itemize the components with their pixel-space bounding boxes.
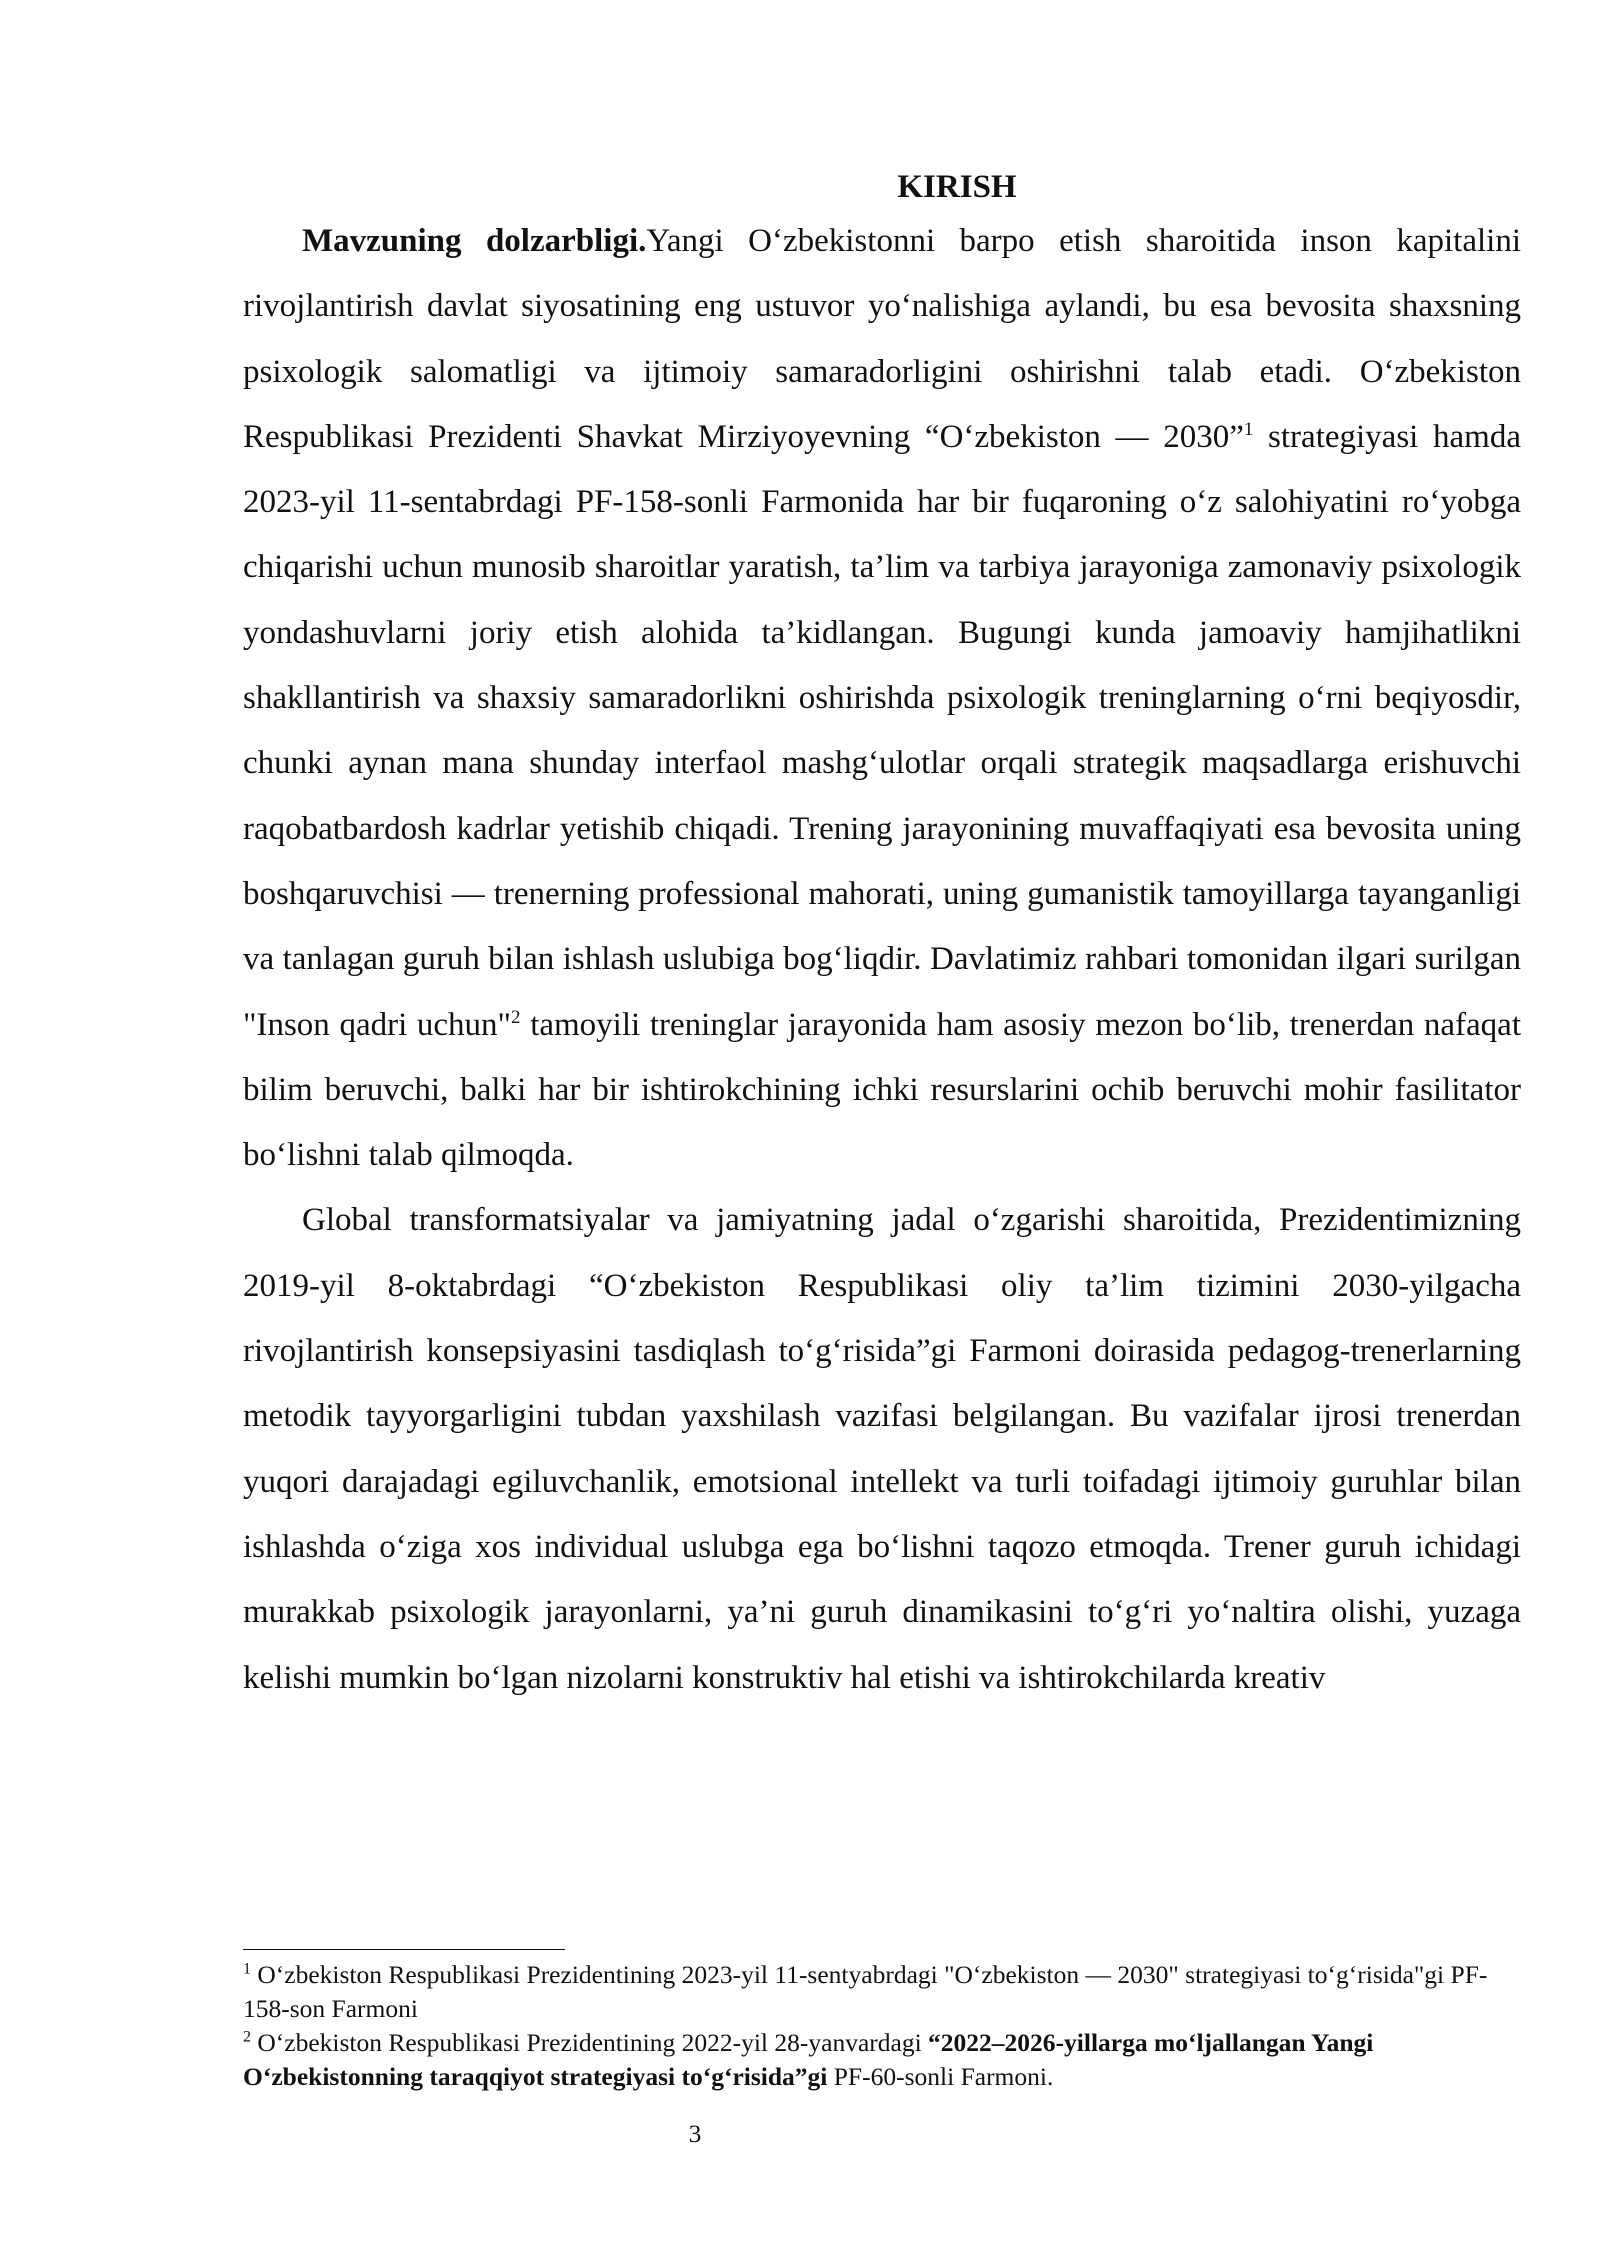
footnote-text: PF-60-sonli Farmoni. xyxy=(827,2062,1054,2091)
paragraph-relevance xyxy=(243,209,1521,1188)
footnote-ref: 1 xyxy=(1243,418,1254,440)
footnotes xyxy=(243,1958,1521,2094)
footnote-2 xyxy=(243,2026,1521,2094)
page-number: 3 xyxy=(688,2119,702,2148)
footnote-ref: 2 xyxy=(511,1006,521,1028)
paragraph-global: Global transformatsiyalar va jamiyatning jadal o‘zgarishi sharoitida, Prezidentimizning 2019-yil 8-oktabrdagi “O‘zbekiston Respublikasi oliy ta’lim tizimini 2030-yilgacha rivojlantirish konsepsiyasini tasdiqlash to‘g‘risida”gi Farmoni doirasida pedagog-trenerlarning metodik tayyorgarligini tubdan yaxshilash vazifasi belgilangan. Bu vazifalar ijrosi trenerdan yuqori darajadagi egiluvchanlik, emotsional intellekt va turli toifadagi ijtimoiy guruhlar bilan ishlashda o‘ziga xos individual uslubga ega bo‘lishni taqozo etmoqda. Trener guruh ichidagi murakkab psixologik jarayonlarni, ya’ni guruh dinamikasini to‘g‘ri yo‘naltira olishi, yuzaga kelishi mumkin bo‘lgan nizolarni konstruktiv hal etishi va ishtirokchilarda kreativ xyxy=(243,1202,1521,1696)
footnote-text: O‘zbekiston Respublikasi Prezidentining 2023-yil 11-sentyabrdagi "O‘zbekiston — 2030" strategiyasi to‘g‘risida"gi PF-158-son Farmoni xyxy=(243,1960,1488,2023)
paragraph-text: tamoyili treninglar jarayonida ham asosiy mezon bo‘lib, trenerdan nafaqat bilim beruvchi, balki har bir ishtirokchining ichki resurslarini ochib beruvchi mohir fasilitator bo‘lishni talab qilmoqda. xyxy=(243,1006,1522,1174)
paragraph-lead: Mavzuning dolzarbligi. xyxy=(302,223,647,259)
main-text xyxy=(243,165,1521,1711)
footnote-number: 1 xyxy=(243,1960,251,1978)
footnote-number: 2 xyxy=(243,2028,251,2046)
footnote-1 xyxy=(243,1958,1521,2026)
footnote-text: O‘zbekiston Respublikasi Prezidentining 2022-yil 28-yanvardagi xyxy=(251,2028,929,2057)
paragraph-text: strategiyasi hamda 2023-yil 11-sentabrdagi PF-158-sonli Farmonida har bir fuqaroning o‘z salohiyatini ro‘yobga chiqarishi uchun munosib sharoitlar yaratish, ta’lim va tarbiya jarayoniga zamonaviy psixologik yondashuvlarni joriy etish alohida ta’kidlangan. Bugungi kunda jamoaviy hamjihatlikni shakllantirish va shaxsiy samaradorlikni oshirishda psixologik treninglarning o‘rni beqiyosdir, chunki aynan mana shunday interfaol mashg‘ulotlar orqali strategik maqsadlarga erishuvchi raqobatbardosh kadrlar yetishib chiqadi. Trening jarayonining muvaffaqiyati esa bevosita uning boshqaruvchisi — trenerning professional mahorati, uning gumanistik tamoyillarga tayanganligi va tanlagan guruh bilan ishlash uslubiga bog‘liqdir. Davlatimiz rahbari tomonidan ilgari surilgan "Inson qadri uchun" xyxy=(243,418,1521,1043)
footnote-separator xyxy=(243,1949,565,1950)
paragraph-text: Yangi O‘zbekistonni barpo etish sharoitida inson kapitalini rivojlantirish davlat siyosatining eng ustuvor yo‘nalishiga aylandi, bu esa bevosita shaxsning psixologik salomatligi va ijtimoiy samaradorligini oshirishni talab etadi. O‘zbekiston Respublikasi Prezidenti Shavkat Mirziyoyevning “O‘zbekiston — 2030” xyxy=(243,223,1521,455)
footnote-title-bold: “2022–2026-yillarga mo‘ljallangan Yangi O‘zbekistonning taraqqiyot strategiyasi to‘g‘risida”gi xyxy=(243,2028,1374,2091)
section-heading: KIRISH xyxy=(897,169,1017,205)
